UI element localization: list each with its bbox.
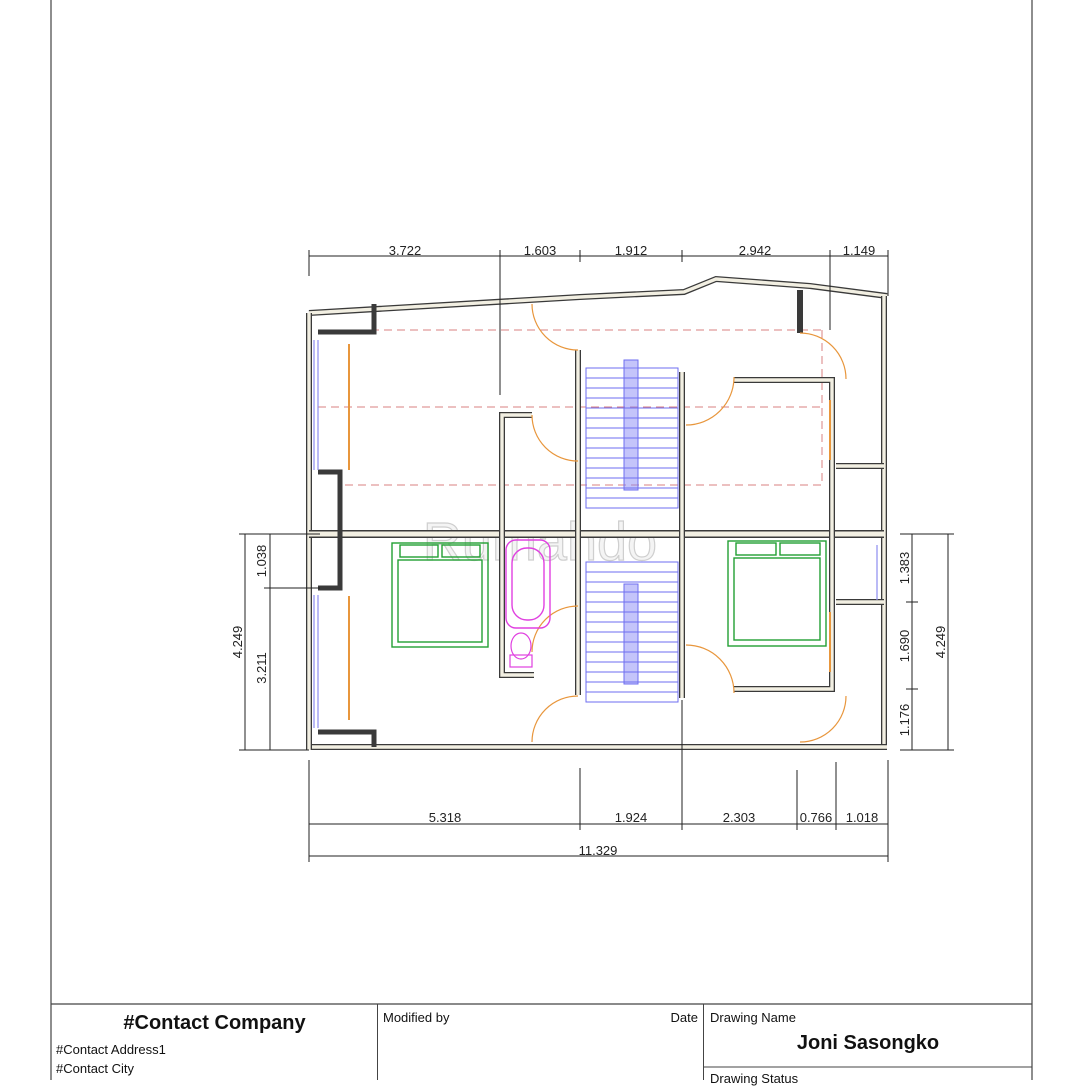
- dim-right-outer: 4.249: [933, 625, 948, 659]
- dim-overall: 11.329: [578, 843, 618, 858]
- dim-left-inner-1: 1.038: [254, 544, 269, 578]
- dim-bottom-4: 0.766: [799, 810, 833, 825]
- dim-left-inner-2: 3.211: [254, 652, 269, 684]
- dim-right-inner-3: 1.176: [897, 703, 912, 737]
- dim-bottom-1: 5.318: [428, 810, 462, 825]
- title-block-company: [52, 1004, 378, 1080]
- dim-right-inner-2: 1.690: [897, 629, 912, 663]
- company-name: #Contact Company: [123, 1012, 306, 1034]
- modified-by-label: Modified by: [383, 1010, 450, 1025]
- dim-top-2: 1.603: [523, 243, 557, 258]
- date-label: Date: [670, 1010, 698, 1025]
- dim-right-inner-1: 1.383: [897, 551, 912, 585]
- dim-top-3: 1.912: [614, 243, 648, 258]
- dim-top-5: 1.149: [842, 243, 876, 258]
- toilet: [510, 633, 532, 667]
- drawing-name: Joni Sasongko: [796, 1032, 940, 1054]
- dim-left-outer: 4.249: [230, 625, 245, 659]
- bed-right: [728, 541, 826, 646]
- company-address: #Contact Address1: [56, 1042, 166, 1057]
- watermark-text: Rumahdo: [422, 512, 658, 572]
- drawing-name-label: Drawing Name: [710, 1010, 796, 1025]
- hidden-lines: [318, 330, 822, 485]
- drawing-status-label: Drawing Status: [710, 1071, 799, 1086]
- company-city: #Contact City: [56, 1061, 135, 1076]
- dim-bottom-2: 1.924: [614, 810, 648, 825]
- dim-top-4: 2.942: [738, 243, 772, 258]
- title-block-drawing: [704, 1004, 1032, 1086]
- dim-bottom-5: 1.018: [845, 810, 879, 825]
- dim-top-1: 3.722: [388, 243, 422, 258]
- dim-bottom-3: 2.303: [722, 810, 756, 825]
- title-block-modified: [378, 1004, 704, 1080]
